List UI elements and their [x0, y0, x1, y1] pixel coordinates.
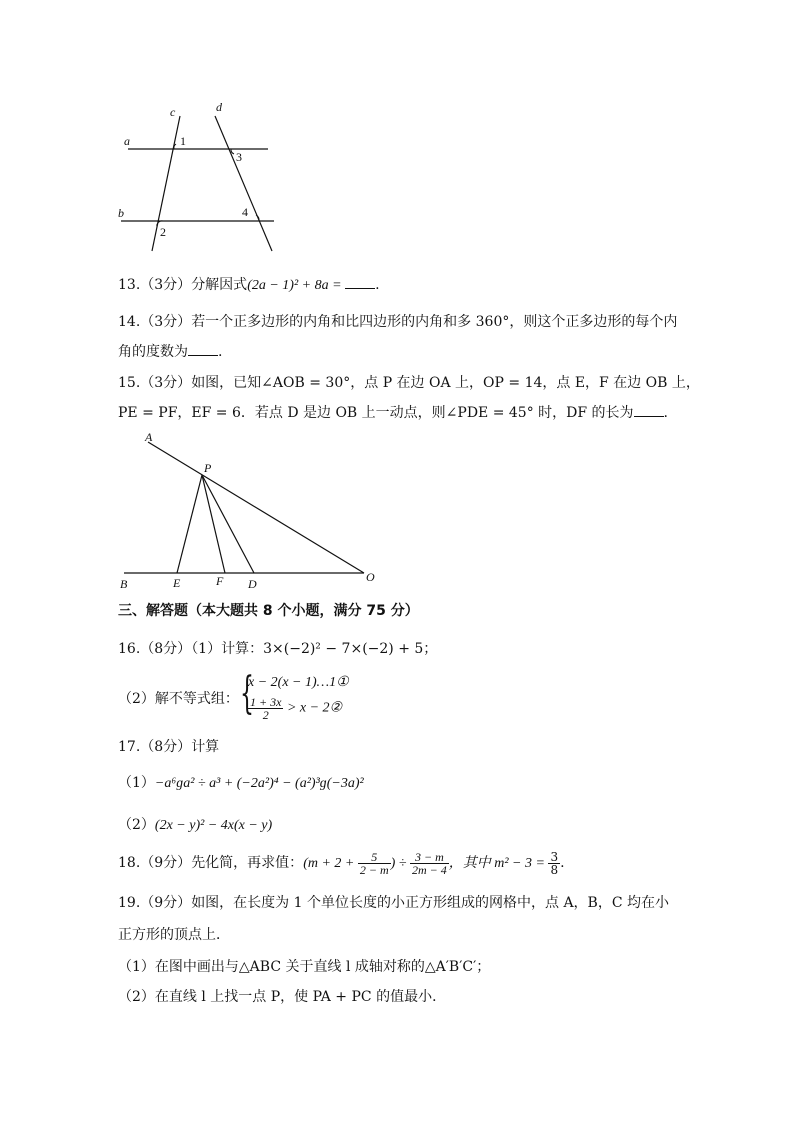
label-b: b — [118, 206, 124, 220]
q18-expression-b: ) ÷ — [390, 856, 410, 871]
q17-part-1-expression: −a⁶ɡa² ÷ a³ + (−2a²)⁴ − (a²)³ɡ(−3a)² — [154, 776, 364, 791]
question-19-part-1: （1）在图中画出与△ABC 关于直线 l 成轴对称的△A′B′C′； — [118, 959, 491, 975]
q18-end: . — [560, 855, 565, 871]
q15-score: （3分） — [140, 375, 192, 391]
q18-number: 18. — [118, 855, 141, 871]
label-1: 1 — [180, 134, 186, 148]
q17-number: 17. — [118, 739, 141, 755]
q17-part-1-label: （1） — [118, 775, 155, 791]
question-16-part-2-label: （2）解不等式组： — [118, 691, 239, 707]
q16-number: 16. — [118, 641, 141, 657]
q18-fraction-2: $\frac{3 - m}{2m - 4}$ — [411, 849, 447, 877]
q18-text: 先化简，再求值： — [191, 855, 304, 871]
q17-part-2-expression: (2x − y)² − 4x(x − y) — [154, 818, 273, 833]
section-3-heading: 三、解答题（本大题共 8 个小题，满分 75 分） — [118, 603, 419, 619]
ray-oa — [148, 442, 364, 573]
question-15-line-1 — [118, 374, 700, 392]
q13-expression: (2a − 1)² + 8a = — [247, 278, 346, 293]
q16-score: （8分） — [140, 641, 192, 657]
question-18 — [118, 850, 565, 877]
question-17-title — [118, 738, 219, 756]
inequality-2-rest: > x − 2② — [286, 700, 343, 716]
question-19-part-2: （2）在直线 l 上找一点 P，使 PA + PC 的值最小． — [118, 989, 447, 1005]
question-13 — [118, 276, 380, 295]
q15-end: . — [663, 405, 668, 421]
question-15-line-2 — [118, 404, 668, 422]
q18-fraction-3: $\frac{3}{8}$ — [550, 849, 559, 877]
question-17-part-2 — [118, 816, 272, 835]
q19-number: 19. — [118, 895, 141, 911]
q19-text-1: 如图，在长度为 1 个单位长度的小正方形组成的网格中，点 A，B，C 均在小 — [191, 895, 670, 911]
q14-text-1: 若一个正多边形的内角和比四边形的内角和多 360°，则这个正多边形的每个内 — [191, 314, 678, 330]
question-17-part-1 — [118, 774, 364, 793]
question-19-line-2: 正方形的顶点上． — [118, 927, 230, 943]
label-a: a — [124, 134, 130, 148]
q17-part-2-label: （2） — [118, 817, 155, 833]
label-E: E — [173, 576, 181, 588]
question-19-line-1 — [118, 894, 669, 912]
q13-text: 分解因式 — [191, 277, 248, 293]
label-A: A — [145, 430, 153, 444]
angle-aob-figure — [0, 428, 794, 588]
parallel-lines-figure — [0, 0, 794, 270]
answer-blank[interactable] — [188, 343, 218, 356]
label-P: P — [204, 461, 212, 475]
q14-score: （3分） — [140, 314, 192, 330]
question-14-line-2 — [118, 343, 222, 361]
label-B: B — [120, 577, 128, 588]
line-c — [152, 116, 180, 251]
inequality-2-fraction: $\frac{1 + 3x}{2}$ — [250, 695, 282, 722]
q18-expression-a: (m + 2 + — [303, 856, 358, 871]
q13-score: （3分） — [140, 277, 192, 293]
q18-score: （9分） — [140, 855, 192, 871]
label-O: O — [366, 570, 375, 584]
segment-pd — [202, 475, 254, 573]
q15-text-2: PE = PF，EF = 6．若点 D 是边 OB 上一动点，则∠PDE = 45° 时，DF 的长为 — [118, 405, 634, 421]
label-c: c — [170, 105, 176, 119]
label-2: 2 — [160, 225, 166, 239]
q18-fraction-1: $\frac{5}{2 - m}$ — [359, 849, 389, 877]
q13-end: . — [375, 277, 380, 293]
question-16-part-1 — [118, 640, 437, 658]
q13-number: 13. — [118, 277, 141, 293]
answer-blank[interactable] — [634, 404, 664, 417]
q17-score: （8分） — [140, 739, 192, 755]
inequality-2 — [248, 696, 342, 721]
line-d — [215, 116, 272, 251]
q14-text-2: 角的度数为 — [118, 344, 188, 360]
q16-part-1-expression: 3×(−2)² − 7×(−2) + 5； — [263, 641, 438, 657]
q17-text: 计算 — [191, 739, 220, 755]
answer-blank[interactable] — [345, 276, 375, 289]
q15-text-1: 如图，已知∠AOB = 30°，点 P 在边 OA 上，OP = 14，点 E，F 在边 OB 上， — [191, 375, 700, 391]
q14-end: . — [218, 344, 223, 360]
q19-score: （9分） — [140, 895, 192, 911]
label-d: d — [216, 100, 222, 114]
label-4: 4 — [242, 205, 248, 219]
q16-part-1-label: （1）计算： — [191, 641, 264, 657]
segment-pf — [202, 475, 225, 573]
q14-number: 14. — [118, 314, 141, 330]
label-D: D — [248, 577, 257, 588]
segment-pe — [177, 475, 202, 573]
q15-number: 15. — [118, 375, 141, 391]
label-F: F — [216, 574, 224, 588]
inequality-1: x − 2(x − 1)…1① — [248, 675, 349, 690]
system-brace: { — [240, 668, 254, 719]
q18-expression-c: ，其中 m² − 3 = — [448, 856, 549, 871]
label-3: 3 — [236, 150, 242, 164]
question-14-line-1 — [118, 313, 677, 331]
